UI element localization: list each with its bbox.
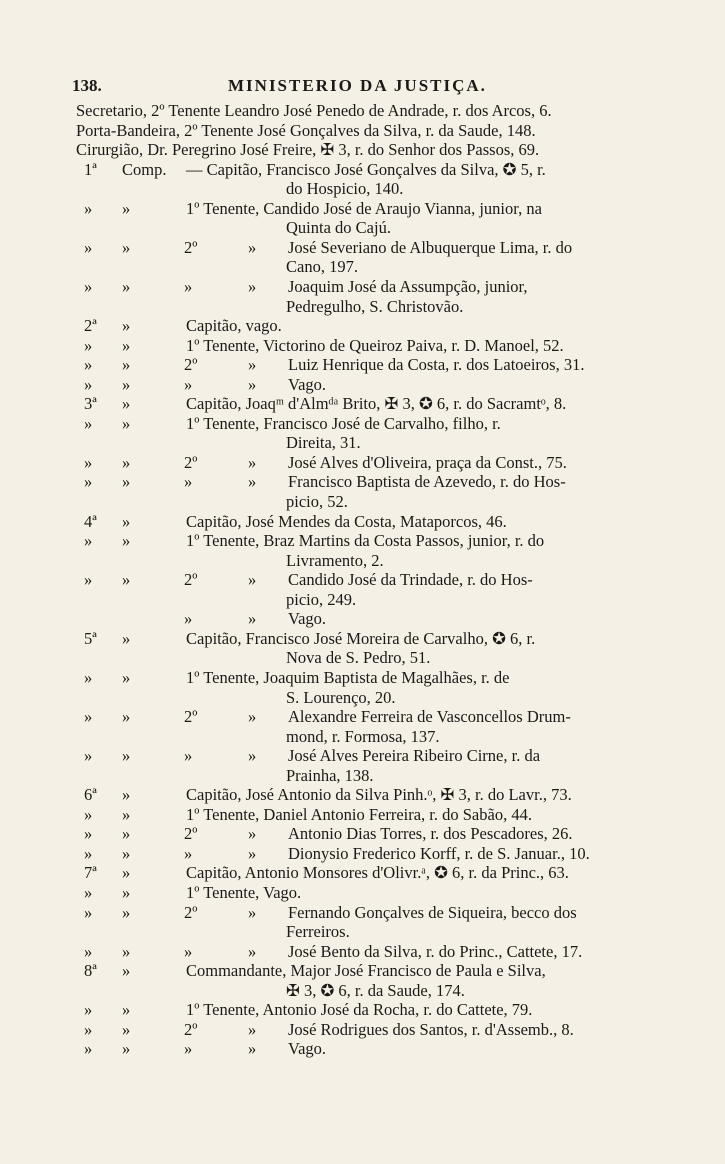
company-ditto: » (122, 746, 131, 766)
entry-continuation: Pedregulho, S. Christovão. (286, 296, 464, 316)
officer-entry: Vago. (288, 1039, 327, 1059)
officer-entry: José Alves Pereira Ribeiro Cirne, r. da (288, 746, 541, 766)
entry-continuation: picio, 52. (286, 492, 348, 511)
officer-entry: Francisco Baptista de Azevedo, r. do Hos- (288, 472, 566, 492)
rank-ditto: » (248, 824, 257, 844)
company-ditto: » (122, 394, 131, 414)
company-ditto: » (122, 1039, 131, 1059)
entry-continuation: S. Lourenço, 20. (286, 687, 396, 707)
company-number: » (84, 667, 93, 687)
company-number: » (84, 883, 93, 902)
company-number: » (84, 1039, 93, 1059)
rank-ditto: » (248, 1019, 257, 1039)
officer-entry: Capitão, Francisco José Moreira de Carvalho, ✪ 6, r. (186, 628, 536, 648)
officer-entry: José Bento da Silva, r. do Princ., Cattete, 17. (288, 941, 583, 961)
company-number: » (84, 374, 93, 394)
company-ditto: » (122, 355, 131, 375)
directory-line (0, 785, 725, 805)
directory-line (0, 570, 725, 590)
company-ditto: » (122, 452, 131, 472)
officer-entry: Candido José da Trindade, r. do Hos- (288, 570, 533, 590)
officer-entry: 1º Tenente, Braz Martins da Costa Passos, junior, r. do (186, 531, 545, 551)
rank-ditto: » (248, 374, 257, 394)
company-number: » (84, 531, 93, 551)
company-number: » (84, 472, 93, 492)
directory-line (0, 512, 725, 532)
rank-marker: » (184, 276, 193, 296)
directory-line (0, 707, 725, 727)
company-ditto: » (122, 941, 131, 961)
rank-marker: » (184, 374, 193, 394)
company-number: » (84, 355, 93, 375)
directory-line (0, 1000, 725, 1020)
company-number: 3ª (84, 394, 97, 414)
officer-entry: 1º Tenente, Francisco José de Carvalho, filho, r. (186, 413, 501, 433)
rank-ditto: » (248, 237, 257, 257)
rank-ditto: » (248, 843, 257, 863)
entry-continuation: Quinta do Cajú. (286, 218, 391, 238)
company-ditto: » (122, 1000, 131, 1020)
directory-line (0, 160, 725, 180)
entry-continuation: Ferreiros. (286, 922, 350, 942)
company-ditto: » (122, 902, 131, 922)
directory-line (0, 472, 725, 492)
directory-line (0, 688, 725, 708)
directory-line (0, 394, 725, 414)
directory-line (0, 101, 725, 121)
company-number: » (84, 276, 93, 296)
company-number: » (84, 746, 93, 766)
directory-line (0, 492, 725, 512)
directory-line (0, 903, 725, 923)
company-ditto: » (122, 531, 131, 551)
entry-continuation: Nova de S. Pedro, 51. (286, 648, 431, 668)
company-ditto: » (122, 237, 131, 257)
directory-line (0, 629, 725, 649)
officer-entry: Vago. (288, 374, 327, 394)
company-ditto: » (122, 472, 131, 492)
company-ditto: » (122, 1019, 131, 1039)
officer-entry: 1º Tenente, Candido José de Araujo Vianna, junior, na (186, 198, 542, 218)
officer-entry: Capitão, Joaqᵐ d'Almᵈᵃ Brito, ✠ 3, ✪ 6, r. do Sacramtᵒ, 8. (186, 394, 567, 414)
officer-entry: Capitão, José Mendes da Costa, Mataporcos, 46. (186, 511, 507, 531)
officer-entry: Fernando Gonçalves de Siqueira, becco dos (288, 902, 577, 922)
staff-line: Porta-Bandeira, 2º Tenente José Gonçalves da Silva, r. da Saude, 148. (76, 120, 536, 140)
directory-line (0, 1039, 725, 1059)
directory-line (0, 844, 725, 864)
rank-marker: » (184, 609, 193, 629)
company-ditto: » (122, 335, 131, 355)
company-ditto: » (122, 198, 131, 218)
officer-entry: José Alves d'Oliveira, praça da Const., 75. (288, 452, 567, 472)
company-number: » (84, 941, 93, 961)
officer-entry: Dionysio Frederico Korff, r. de S. Januar., 10. (288, 843, 590, 863)
officer-entry: Antonio Dias Torres, r. dos Pescadores, 26. (288, 824, 573, 844)
directory-line (0, 805, 725, 825)
entry-continuation: Livramento, 2. (286, 550, 384, 570)
directory-line (0, 218, 725, 238)
officer-entry: 1º Tenente, Antonio José da Rocha, r. do Cattete, 79. (186, 1000, 533, 1020)
company-number: 4ª (84, 511, 97, 531)
officer-entry: — Capitão, Francisco José Gonçalves da Silva, ✪ 5, r. (186, 159, 546, 179)
company-number: » (84, 804, 93, 824)
directory-line (0, 766, 725, 786)
officer-entry: Vago. (288, 609, 327, 629)
company-ditto: » (122, 316, 131, 336)
directory-line (0, 316, 725, 336)
company-number: 7ª (84, 863, 97, 883)
page-number: 138. (72, 76, 102, 95)
directory-line (0, 551, 725, 571)
rank-marker: » (184, 1039, 193, 1059)
company-ditto: » (122, 804, 131, 824)
company-ditto: » (122, 667, 131, 687)
directory-line (0, 922, 725, 942)
company-number: » (84, 413, 93, 433)
rank-marker: » (184, 941, 193, 961)
officer-entry: Capitão, José Antonio da Silva Pinh.ᵒ, ✠ 3, r. do Lavr., 73. (186, 785, 572, 805)
rank-ditto: » (248, 746, 257, 766)
company-number: » (84, 570, 93, 590)
directory-line (0, 238, 725, 258)
entry-continuation: do Hospicio, 140. (286, 179, 404, 199)
company-ditto: Comp. (122, 159, 167, 179)
rank-marker: 2º (184, 355, 198, 375)
entry-continuation: Direita, 31. (286, 433, 361, 453)
directory-line (0, 746, 725, 766)
officer-entry: Capitão, Antonio Monsores d'Olivr.ᵃ, ✪ 6, r. da Princ., 63. (186, 863, 569, 883)
company-ditto: » (122, 707, 131, 727)
directory-line (0, 1020, 725, 1040)
officer-entry: José Rodrigues dos Santos, r. d'Assemb., 8. (288, 1019, 574, 1039)
rank-ditto: » (248, 472, 257, 492)
company-number: 6ª (84, 785, 97, 805)
company-number: 1ª (84, 159, 97, 179)
company-ditto: » (122, 824, 131, 844)
rank-marker: 2º (184, 902, 198, 922)
company-number: » (84, 824, 93, 844)
directory-line (0, 179, 725, 199)
directory-line (0, 668, 725, 688)
company-ditto: » (122, 785, 131, 805)
rank-marker: 2º (184, 452, 198, 472)
directory-line (0, 414, 725, 434)
company-number: » (84, 452, 93, 472)
company-number: 5ª (84, 628, 97, 648)
company-number: » (84, 1000, 93, 1020)
company-ditto: » (122, 374, 131, 394)
rank-marker: » (184, 746, 193, 766)
company-ditto: » (122, 863, 131, 883)
rank-ditto: » (248, 1039, 257, 1059)
directory-line (0, 453, 725, 473)
directory-line (0, 433, 725, 453)
directory-line (0, 531, 725, 551)
entry-continuation: Cano, 197. (286, 257, 358, 277)
company-number: » (84, 237, 93, 257)
directory-line (0, 257, 725, 277)
company-number: » (84, 902, 93, 922)
company-number: » (84, 707, 93, 727)
directory-line (0, 590, 725, 610)
company-number: 8ª (84, 961, 97, 981)
company-ditto: » (122, 511, 131, 531)
directory-line (0, 355, 725, 375)
company-ditto: » (122, 276, 131, 296)
directory-line (0, 942, 725, 962)
officer-entry: Capitão, vago. (186, 316, 282, 336)
company-ditto: » (122, 961, 131, 981)
running-header (72, 76, 662, 98)
directory-line (0, 824, 725, 844)
directory-line (0, 981, 725, 1001)
company-ditto: » (122, 628, 131, 648)
rank-marker: 2º (184, 570, 198, 590)
directory-line (0, 883, 725, 903)
company-number: » (84, 1019, 93, 1039)
company-ditto: » (122, 843, 131, 863)
officer-entry: 1º Tenente, Victorino de Queiroz Paiva, r. D. Manoel, 52. (186, 335, 564, 355)
rank-ditto: » (248, 707, 257, 727)
rank-ditto: » (248, 355, 257, 375)
company-number: » (84, 198, 93, 218)
rank-marker: 2º (184, 707, 198, 727)
directory-line (0, 727, 725, 747)
company-number: » (84, 843, 93, 863)
officer-entry: Luiz Henrique da Costa, r. dos Latoeiros, 31. (288, 355, 585, 375)
rank-marker: 2º (184, 237, 198, 257)
company-number: » (84, 335, 93, 355)
entry-continuation: picio, 249. (286, 589, 357, 609)
rank-marker: 2º (184, 1019, 198, 1039)
company-ditto: » (122, 883, 131, 902)
directory-line (0, 648, 725, 668)
directory-line (0, 140, 725, 160)
rank-ditto: » (248, 452, 257, 472)
company-number: 2ª (84, 316, 97, 336)
staff-line: Secretario, 2º Tenente Leandro José Penedo de Andrade, r. dos Arcos, 6. (76, 101, 552, 120)
directory-line (0, 277, 725, 297)
rank-ditto: » (248, 902, 257, 922)
officer-entry: Commandante, Major José Francisco de Paula e Silva, (186, 961, 546, 981)
rank-marker: » (184, 843, 193, 863)
directory-line (0, 297, 725, 317)
officer-entry: 1º Tenente, Vago. (186, 883, 302, 902)
officer-entry: 1º Tenente, Daniel Antonio Ferreira, r. do Sabão, 44. (186, 804, 532, 824)
company-ditto: » (122, 570, 131, 590)
directory-line (0, 609, 725, 629)
entry-continuation: ✠ 3, ✪ 6, r. da Saude, 174. (286, 980, 465, 1000)
directory-line (0, 199, 725, 219)
company-ditto: » (122, 413, 131, 433)
entry-continuation: Prainha, 138. (286, 765, 374, 785)
rank-ditto: » (248, 276, 257, 296)
rank-ditto: » (248, 941, 257, 961)
staff-line: Cirurgião, Dr. Peregrino José Freire, ✠ 3, r. do Senhor dos Passos, 69. (76, 140, 540, 160)
directory-line (0, 961, 725, 981)
directory-line (0, 121, 725, 141)
officer-entry: Joaquim José da Assumpção, junior, (288, 276, 528, 296)
rank-ditto: » (248, 570, 257, 590)
officer-entry: Alexandre Ferreira de Vasconcellos Drum- (288, 707, 571, 727)
rank-marker: 2º (184, 824, 198, 844)
page-title: MINISTERIO DA JUSTIÇA. (228, 76, 487, 95)
officer-entry: José Severiano de Albuquerque Lima, r. do (288, 237, 573, 257)
directory-line (0, 375, 725, 395)
directory-line (0, 863, 725, 883)
rank-ditto: » (248, 609, 257, 629)
directory-line (0, 336, 725, 356)
entry-continuation: mond, r. Formosa, 137. (286, 726, 440, 746)
officer-entry: 1º Tenente, Joaquim Baptista de Magalhães, r. de (186, 667, 510, 687)
rank-marker: » (184, 472, 193, 492)
